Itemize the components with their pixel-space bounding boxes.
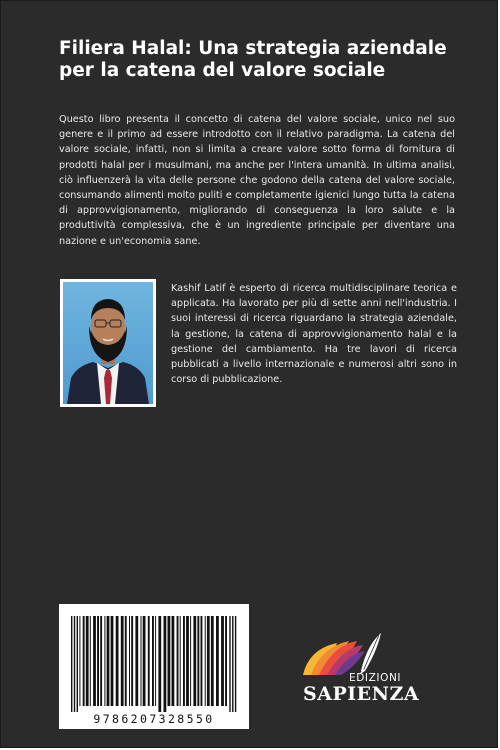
barcode-bar: [143, 616, 146, 706]
barcode-bar: [129, 616, 130, 706]
isbn-barcode: [59, 604, 249, 729]
barcode-bar: [232, 616, 233, 712]
barcode-bar: [221, 616, 224, 706]
barcode-bar: [104, 616, 105, 706]
barcode-bar: [183, 616, 185, 706]
barcode-bar: [180, 616, 181, 706]
barcode-bar: [229, 616, 230, 712]
barcode-bar: [107, 616, 110, 706]
barcode-bar: [186, 616, 189, 706]
author-bio: Kashif Latif è esperto di ricerca multidisciplinare teorica e applicata. Ha lavorato per più di sette anni nell'industria. I suoi interessi di ricerca riguardano la strategia aziendale, la gestione, la catena di approvvigionamento halal e la gestione del cambiamento. Ha tre lavori di ricerca pubblicati a livello internazionale e numerosi altri sono in corso di pubblicazione.: [171, 283, 457, 386]
barcode-bar: [177, 616, 179, 706]
barcode-bar: [135, 616, 138, 706]
barcode-bar: [86, 616, 89, 706]
barcode-bar: [83, 616, 85, 706]
barcode-bar: [90, 616, 91, 706]
barcode-bar: [79, 616, 80, 706]
barcode-bar: [74, 616, 75, 712]
barcode-bar: [100, 616, 102, 706]
barcode-bar: [211, 616, 214, 706]
barcode-bar: [201, 616, 203, 706]
barcode-bar: [164, 616, 167, 712]
author-portrait-drawing: [63, 282, 153, 404]
barcode-bar: [197, 616, 199, 706]
barcode-bar: [148, 616, 150, 706]
barcode-bar: [216, 616, 219, 706]
author-portrait: [63, 282, 153, 404]
barcode-bar: [152, 616, 154, 706]
barcode-bar: [97, 616, 99, 706]
book-description: Questo libro presenta il concetto di catena del valore sociale, unico nel suo genere e il primo ad essere introdotto con il relativo paradigma. La catena del valore sociale, infatti, non si limita a creare valore sotto forma di fornitura di prodotti halal per i musulmani, ma anche per l'intera umanità. In ultima analisi, ciò influenzerà la vita delle persone che godono della catena del valore sociale, consumando alimenti molto puliti e completamente igienici lungo tutta la catena di approvvigionamento, migliorando di conseguenza la loro salute e la produttività complessiva, che è un ingrediente principale per diventare una nazione e un'economia sane.: [59, 114, 455, 247]
barcode-bar: [168, 616, 171, 706]
barcode-bar: [71, 616, 72, 712]
barcode-bar: [225, 616, 227, 706]
isbn-number: 9786207328550: [93, 712, 215, 726]
barcode-bar: [111, 616, 114, 706]
publisher-name: SAPIENZA: [303, 683, 420, 705]
author-photo-frame: [60, 279, 156, 407]
barcode-bar: [155, 616, 156, 706]
barcode-bar: [205, 616, 206, 706]
book-title: Filiera Halal: Una strategia aziendale per la catena del valore sociale: [59, 38, 447, 81]
publisher-line1: EDIZIONI: [349, 672, 402, 684]
barcode-bar: [121, 616, 124, 706]
publisher-logo: [297, 631, 420, 711]
barcode-bar: [172, 616, 175, 706]
barcode-bar: [141, 616, 142, 706]
barcode-bar: [193, 616, 196, 706]
barcode-bar: [125, 616, 127, 706]
barcode-graphic: [59, 604, 249, 729]
barcode-bar: [190, 616, 191, 706]
barcode-bar: [207, 616, 210, 706]
barcode-bar: [93, 616, 96, 706]
barcode-bar: [158, 616, 161, 712]
barcode-bar: [116, 616, 119, 706]
barcode-bar: [131, 616, 133, 706]
barcode-bar: [77, 616, 78, 712]
barcode-bar: [235, 616, 236, 712]
